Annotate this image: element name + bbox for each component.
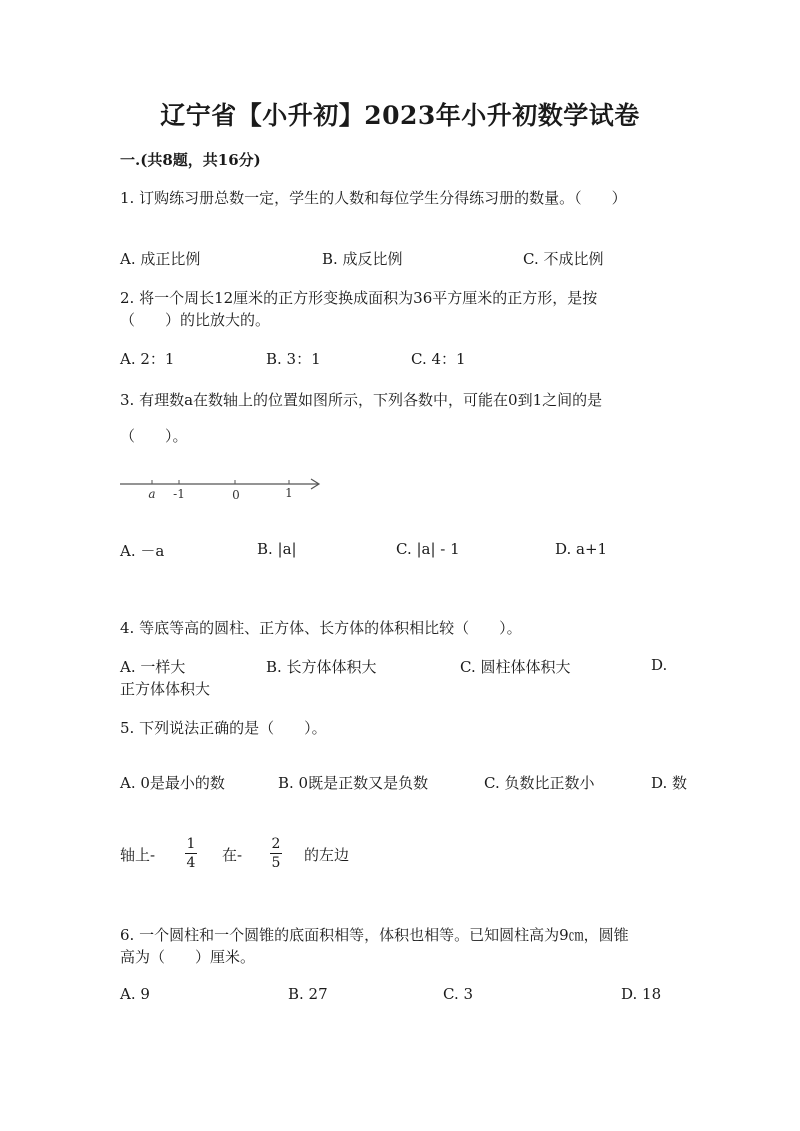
fraction-one-quarter <box>183 836 199 871</box>
q5-option-d: D. 数 <box>651 774 688 792</box>
q4-option-a: A. 一样大 <box>120 658 186 676</box>
axis-label-minus-1: -1 <box>173 487 185 501</box>
question-3-line-1: 3. 有理数a在数轴上的位置如图所示，下列各数中，可能在0到1之间的是 <box>120 391 603 409</box>
q6-option-a: A. 9 <box>120 985 150 1003</box>
fraction-denominator: 5 <box>271 855 281 871</box>
number-line-figure <box>118 474 328 508</box>
page-title: 辽宁省【小升初】2023年小升初数学试卷 <box>160 101 640 130</box>
q6-option-c: C. 3 <box>443 985 474 1003</box>
q1-option-b: B. 成反比例 <box>322 250 403 268</box>
question-6-line-1: 6. 一个圆柱和一个圆锥的底面积相等，体积也相等。已知圆柱高为9㎝，圆锥 <box>120 926 629 944</box>
section-header: 一.(共8题，共16分) <box>120 151 261 169</box>
q5-option-a: A. 0是最小的数 <box>120 774 225 792</box>
question-4-text: 4. 等底等高的圆柱、正方体、长方体的体积相比较（ ）。 <box>120 619 522 637</box>
axis-label-a: a <box>148 487 156 501</box>
q4-option-d: D. <box>651 656 668 674</box>
question-3-line-2: （ ）。 <box>120 427 188 445</box>
q1-option-c: C. 不成比例 <box>523 250 604 268</box>
q3-option-d: D. a+1 <box>555 540 608 558</box>
fraction-two-fifths <box>268 836 284 871</box>
question-5-text: 5. 下列说法正确的是（ ）。 <box>120 719 327 737</box>
q3-option-a: A. －a <box>120 542 165 560</box>
q5-option-d-text-2: 在- <box>222 846 243 864</box>
q6-option-d: D. 18 <box>621 985 662 1003</box>
q2-option-b: B. 3：1 <box>266 350 321 368</box>
question-2-line-1: 2. 将一个周长12厘米的正方形变换成面积为36平方厘米的正方形，是按 <box>120 289 598 307</box>
question-6-line-2: 高为（ ）厘米。 <box>120 948 256 966</box>
q4-option-d-continued: 正方体体积大 <box>120 680 211 698</box>
fraction-bar <box>185 853 197 854</box>
q1-option-a: A. 成正比例 <box>120 250 201 268</box>
question-2-line-2: （ ）的比放大的。 <box>120 311 271 329</box>
q6-option-b: B. 27 <box>288 985 328 1003</box>
fraction-numerator: 2 <box>271 836 281 852</box>
q3-option-b: B. |a| <box>257 540 297 558</box>
q5-option-c: C. 负数比正数小 <box>484 774 595 792</box>
q2-option-c: C. 4：1 <box>411 350 466 368</box>
q5-option-d-text-3: 的左边 <box>304 846 350 864</box>
axis-label-1: 1 <box>285 486 293 500</box>
fraction-bar <box>270 853 282 854</box>
q4-option-c: C. 圆柱体体积大 <box>460 658 571 676</box>
q3-option-c: C. |a| - 1 <box>396 540 460 558</box>
q5-option-d-text-1: 轴上- <box>120 846 156 864</box>
fraction-numerator: 1 <box>186 836 196 852</box>
q5-option-b: B. 0既是正数又是负数 <box>278 774 429 792</box>
question-1-text: 1. 订购练习册总数一定，学生的人数和每位学生分得练习册的数量。（ ） <box>120 189 627 207</box>
fraction-denominator: 4 <box>186 855 196 871</box>
q2-option-a: A. 2：1 <box>120 350 175 368</box>
axis-label-0: 0 <box>232 488 240 502</box>
q4-option-b: B. 长方体体积大 <box>266 658 377 676</box>
